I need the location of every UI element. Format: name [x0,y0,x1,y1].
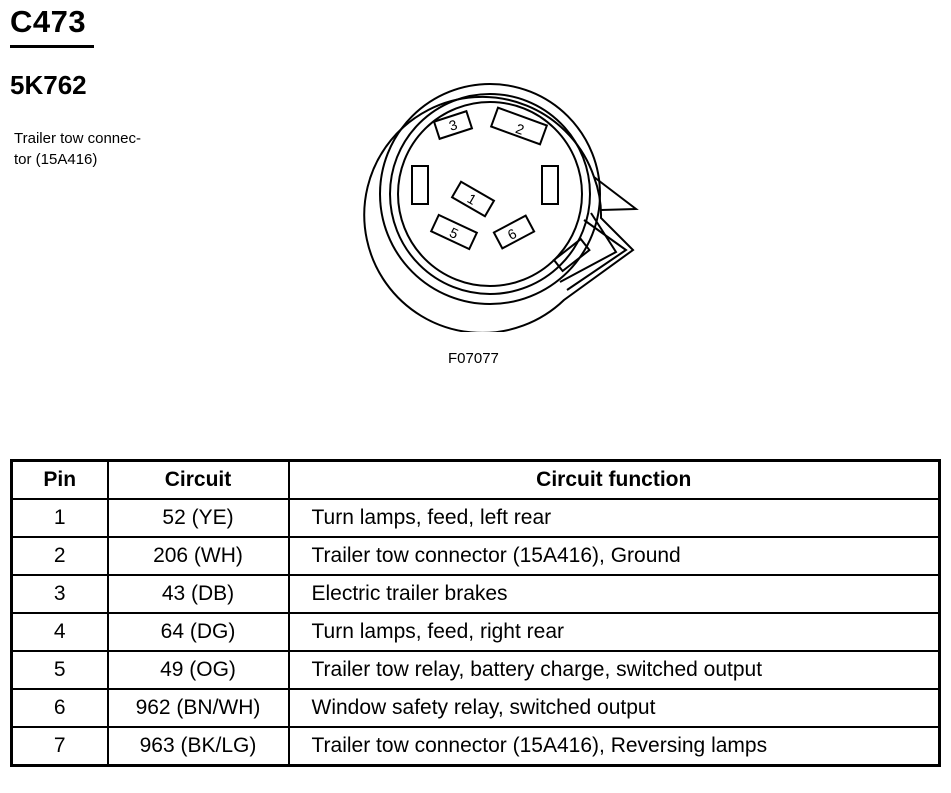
circuit-function-cell: Trailer tow connector (15A416), Reversing lamps [289,727,940,766]
circuit-function-cell: Trailer tow relay, battery charge, switched output [289,651,940,689]
table-header-row [12,461,940,500]
pin-label-5: 5 [447,224,461,242]
circuit-function-cell: Trailer tow connector (15A416), Ground [289,537,940,575]
pin-cell: 5 [12,651,108,689]
circuit-function-cell: Turn lamps, feed, left rear [289,499,940,537]
pin-cell: 2 [12,537,108,575]
pin-left-socket [412,166,428,204]
part-number: 5K762 [10,70,87,100]
connector-face-diagram [350,82,650,332]
table-row [12,613,940,651]
header-circuit-function: Circuit function [289,461,940,500]
pin-cell: 4 [12,613,108,651]
pin-cell: 3 [12,575,108,613]
pin-cell: 6 [12,689,108,727]
pin-cell: 7 [12,727,108,766]
title-underline [10,45,94,48]
table-row [12,499,940,537]
circuit-function-cell: Turn lamps, feed, right rear [289,613,940,651]
connector-id-title: C473 [10,4,87,39]
circuit-cell: 206 (WH) [108,537,289,575]
circuit-function-cell: Electric trailer brakes [289,575,940,613]
table-row [12,537,940,575]
table-row [12,727,940,766]
table-row [12,651,940,689]
header-circuit: Circuit [108,461,289,500]
circuit-cell: 43 (DB) [108,575,289,613]
circuit-cell: 963 (BK/LG) [108,727,289,766]
pin-label-1: 1 [464,190,480,208]
pin-label-6: 6 [504,225,520,243]
table-row [12,689,940,727]
circuit-cell: 49 (OG) [108,651,289,689]
pin-table-body [12,499,940,766]
circuit-function-cell: Window safety relay, switched output [289,689,940,727]
circuit-cell: 64 (DG) [108,613,289,651]
connector-description-text: Trailer tow connec- tor (15A416) [14,130,141,168]
circuit-cell: 52 (YE) [108,499,289,537]
pin-label-2: 2 [513,120,527,138]
pin-label-3: 3 [446,116,460,134]
pin-table [10,459,941,767]
header-pin: Pin [12,461,108,500]
table-row [12,575,940,613]
figure-id: F07077 [448,350,499,367]
connector-description [14,128,184,170]
pin-right-socket [542,166,558,204]
circuit-cell: 962 (BN/WH) [108,689,289,727]
pin-cell: 1 [12,499,108,537]
lock-channel [567,220,626,290]
